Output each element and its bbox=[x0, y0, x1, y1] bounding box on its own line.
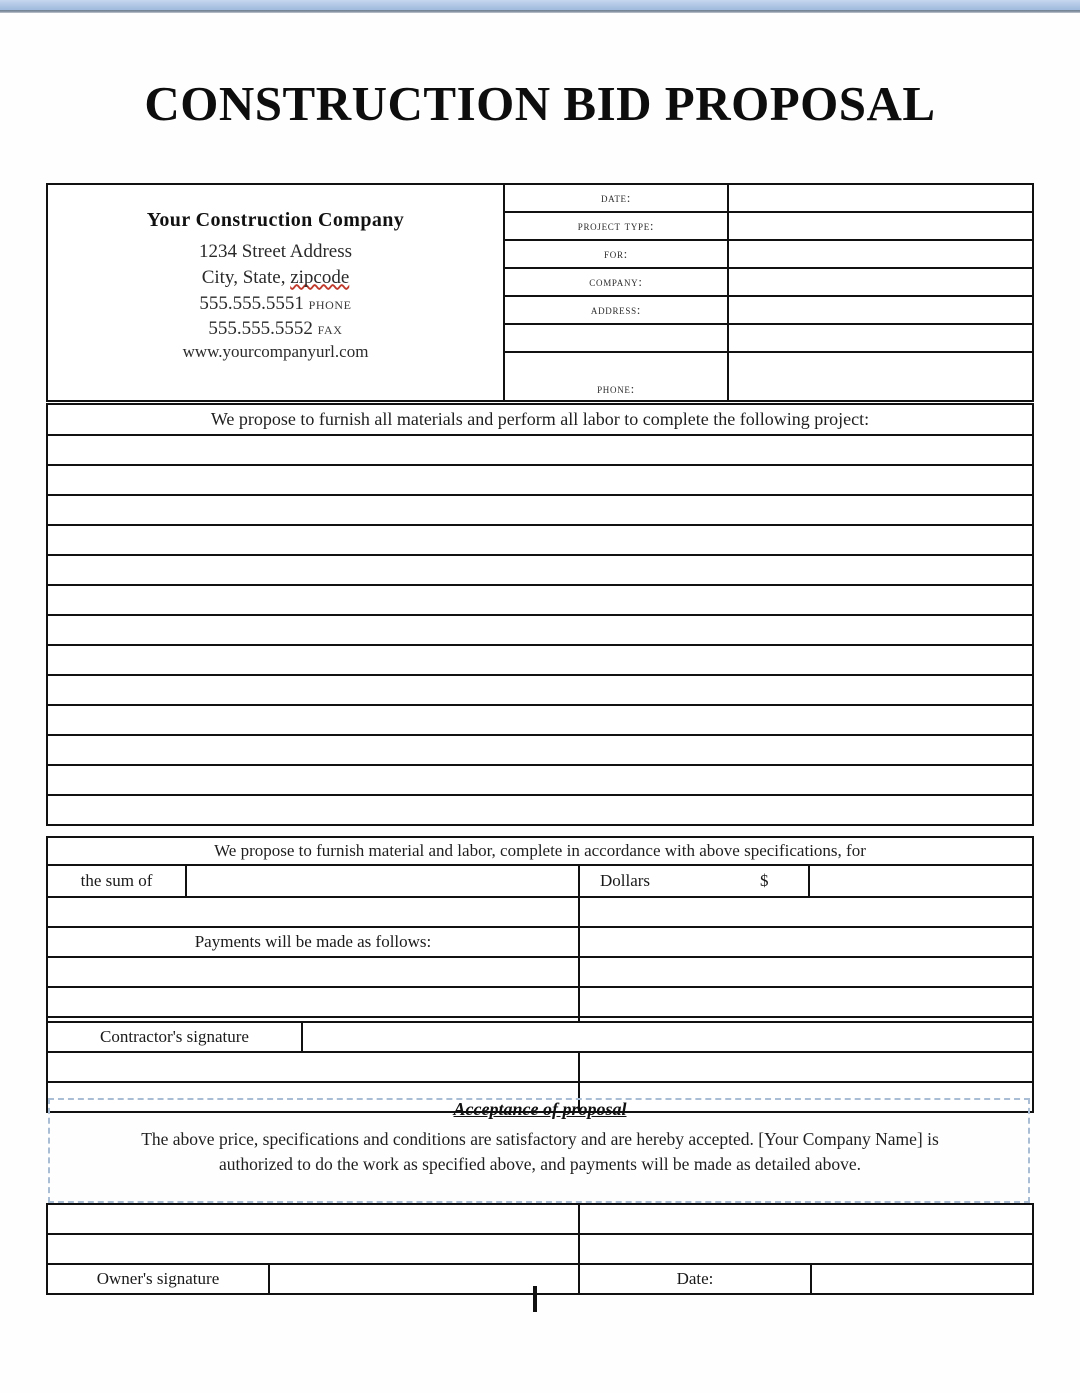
field-value-phone[interactable] bbox=[728, 352, 1033, 401]
contractor-signature-field[interactable] bbox=[302, 1022, 1033, 1052]
table-row bbox=[47, 184, 1033, 212]
table-row bbox=[47, 435, 1033, 465]
acceptance-body-line-1: The above price, specifications and conditions are satisfactory and are hereby accepted. [Your Company Name] is bbox=[141, 1129, 939, 1149]
dollars-label: Dollars bbox=[600, 871, 651, 890]
proposal-line[interactable] bbox=[47, 675, 1033, 705]
table-row bbox=[47, 585, 1033, 615]
field-value-date[interactable] bbox=[728, 184, 1033, 212]
table-row bbox=[47, 705, 1033, 735]
payment-row-left[interactable] bbox=[47, 957, 579, 987]
field-value-company[interactable] bbox=[728, 268, 1033, 296]
field-value-for[interactable] bbox=[728, 240, 1033, 268]
proposal-intro-text: We propose to furnish all materials and perform all labor to complete the following project: bbox=[47, 404, 1033, 435]
field-label-address-line2 bbox=[504, 324, 728, 352]
table-row bbox=[47, 465, 1033, 495]
proposal-lines-table bbox=[46, 403, 1034, 826]
table-row bbox=[47, 1234, 1033, 1264]
owner-date-label: Date: bbox=[579, 1264, 811, 1294]
amount-numeric-field[interactable] bbox=[809, 865, 1033, 897]
payment-row-right[interactable] bbox=[579, 957, 1033, 987]
table-row bbox=[47, 525, 1033, 555]
window-chrome-bar bbox=[0, 0, 1080, 10]
proposal-line[interactable] bbox=[47, 735, 1033, 765]
proposal-line[interactable] bbox=[47, 585, 1033, 615]
company-street: 1234 Street Address bbox=[198, 241, 353, 262]
proposal-line[interactable] bbox=[47, 615, 1033, 645]
field-label-address: address: bbox=[504, 296, 728, 324]
text-cursor-tick bbox=[533, 1286, 537, 1312]
contractor-blank-left[interactable] bbox=[47, 1052, 579, 1082]
table-row bbox=[47, 1264, 1033, 1294]
field-label-company: company: bbox=[504, 268, 728, 296]
proposal-line[interactable] bbox=[47, 645, 1033, 675]
company-info-cell bbox=[47, 184, 504, 401]
field-label-project-type: project type: bbox=[504, 212, 728, 240]
company-fax-number: 555.555.5552 bbox=[208, 318, 313, 340]
field-value-project-type[interactable] bbox=[728, 212, 1033, 240]
company-fax-row bbox=[48, 316, 503, 342]
table-row bbox=[47, 404, 1033, 435]
payments-label: Payments will be made as follows: bbox=[47, 927, 579, 957]
company-city-state-zip bbox=[48, 265, 503, 291]
company-website: www.yourcompanyurl.com bbox=[182, 342, 369, 362]
owner-signature-label: Owner's signature bbox=[47, 1264, 269, 1294]
table-row bbox=[47, 1052, 1033, 1082]
table-row bbox=[47, 927, 1033, 957]
proposal-line[interactable] bbox=[47, 555, 1033, 585]
proposal-line[interactable] bbox=[47, 525, 1033, 555]
acceptance-body bbox=[60, 1127, 1020, 1178]
sum-and-payments-table bbox=[46, 836, 1034, 1048]
field-value-address[interactable] bbox=[728, 296, 1033, 324]
header-table bbox=[46, 183, 1034, 402]
owner-blank-left[interactable] bbox=[47, 1234, 579, 1264]
contractor-signature-label: Contractor's signature bbox=[47, 1022, 302, 1052]
company-name: Your Construction Company bbox=[146, 209, 405, 231]
table-row bbox=[47, 837, 1033, 865]
proposal-line[interactable] bbox=[47, 765, 1033, 795]
sum-intro-text: We propose to furnish material and labor, complete in accordance with above specifications, for bbox=[47, 837, 1033, 865]
table-row bbox=[47, 555, 1033, 585]
sum-amount-words-field[interactable] bbox=[186, 865, 579, 897]
payment-row-right[interactable] bbox=[579, 987, 1033, 1017]
dollars-cell bbox=[579, 865, 809, 897]
proposal-line[interactable] bbox=[47, 465, 1033, 495]
table-row bbox=[47, 765, 1033, 795]
proposal-line[interactable] bbox=[47, 795, 1033, 825]
field-label-for: for: bbox=[504, 240, 728, 268]
proposal-line[interactable] bbox=[47, 705, 1033, 735]
table-row bbox=[47, 957, 1033, 987]
contractor-blank-right[interactable] bbox=[579, 1052, 1033, 1082]
company-phone-number: 555.555.5551 bbox=[199, 292, 304, 314]
owner-date-field[interactable] bbox=[811, 1264, 1033, 1294]
field-value-address-line2[interactable] bbox=[728, 324, 1033, 352]
table-row bbox=[47, 675, 1033, 705]
table-row bbox=[47, 897, 1033, 927]
field-label-phone: phone: bbox=[504, 352, 728, 401]
field-label-date: date: bbox=[504, 184, 728, 212]
the-sum-of-label: the sum of bbox=[47, 865, 186, 897]
table-row bbox=[47, 645, 1033, 675]
page-title: CONSTRUCTION BID PROPOSAL bbox=[144, 76, 936, 131]
acceptance-heading: Acceptance of proposal bbox=[453, 1099, 627, 1119]
owner-blank-right[interactable] bbox=[579, 1234, 1033, 1264]
owner-blank-left[interactable] bbox=[47, 1204, 579, 1234]
table-row bbox=[47, 735, 1033, 765]
company-phone-label: PHONE bbox=[308, 297, 352, 312]
table-row bbox=[47, 615, 1033, 645]
table-row bbox=[47, 1022, 1033, 1052]
acceptance-body-line-2: authorized to do the work as specified above, and payments will be made as detailed above. bbox=[219, 1154, 861, 1175]
payment-row-left[interactable] bbox=[47, 897, 579, 927]
company-fax-label: FAX bbox=[317, 323, 343, 338]
payment-row-right[interactable] bbox=[579, 897, 1033, 927]
currency-symbol: $ bbox=[760, 871, 769, 890]
proposal-line[interactable] bbox=[47, 495, 1033, 525]
payment-row-left[interactable] bbox=[47, 987, 579, 1017]
table-row bbox=[47, 1204, 1033, 1234]
proposal-line[interactable] bbox=[47, 435, 1033, 465]
document-page bbox=[0, 13, 1080, 1393]
table-row bbox=[47, 865, 1033, 897]
company-city-state: City, State, bbox=[201, 266, 291, 288]
table-row bbox=[47, 495, 1033, 525]
owner-blank-right[interactable] bbox=[579, 1204, 1033, 1234]
owner-signature-table bbox=[46, 1203, 1034, 1295]
table-row bbox=[47, 795, 1033, 825]
table-row bbox=[47, 987, 1033, 1017]
company-zipcode: zipcode bbox=[290, 266, 350, 288]
payment-row-right[interactable] bbox=[579, 927, 1033, 957]
company-phone-row bbox=[48, 291, 503, 317]
